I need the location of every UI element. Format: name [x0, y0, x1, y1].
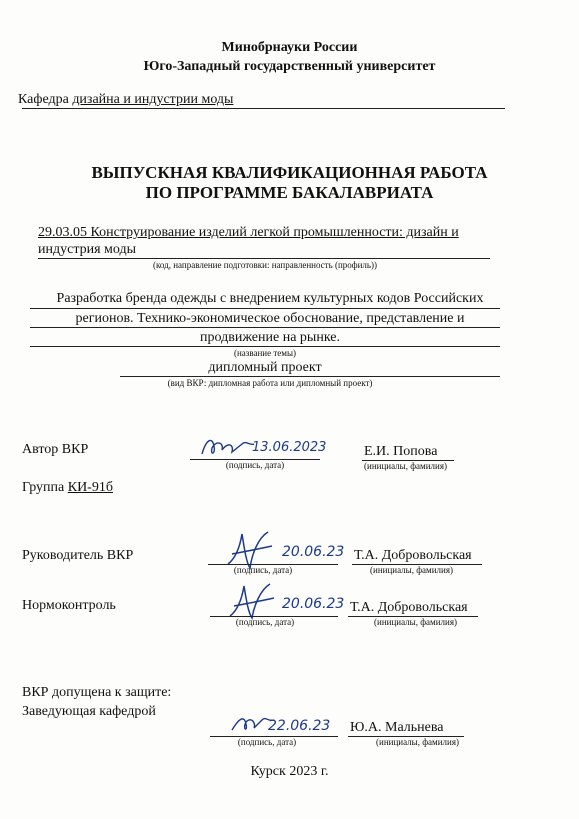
department-label: Кафедра	[18, 92, 69, 107]
direction-rule	[38, 258, 490, 259]
head-name: Ю.А. Мальнева	[350, 720, 444, 735]
supervisor-label: Руководитель ВКР	[22, 548, 134, 563]
work-type-caption: (вид ВКР: дипломная работа или дипломный проект)	[167, 378, 373, 388]
author-name-caption: (инициалы, фамилия)	[364, 461, 447, 471]
work-title-line1: ВЫПУСКНАЯ КВАЛИФИКАЦИОННАЯ РАБОТА	[91, 163, 488, 182]
topic-line3: продвижение на рынке.	[200, 330, 340, 345]
work-type-value: дипломный проект	[208, 360, 322, 375]
head-sign-caption: (подпись, дата)	[237, 737, 297, 747]
group-value: КИ-91б	[67, 480, 113, 495]
author-sign-caption: (подпись, дата)	[225, 460, 285, 470]
topic-rule1	[30, 308, 500, 309]
direction-line1: 29.03.05 Конструирование изделий легкой промышленности: дизайн и	[38, 225, 459, 240]
admission-line2: Заведующая кафедрой	[22, 704, 156, 719]
department-line	[18, 92, 233, 108]
work-title-line2: ПО ПРОГРАММЕ БАКАЛАВРИАТА	[145, 183, 434, 202]
work-type-rule	[120, 376, 500, 377]
supervisor-sign-caption: (подпись, дата)	[233, 565, 293, 575]
topic-rule3	[30, 346, 500, 347]
normcontrol-label: Нормоконтроль	[22, 598, 116, 613]
normcontrol-sign-date: 20.06.23	[282, 596, 345, 612]
supervisor-name-caption: (инициалы, фамилия)	[370, 565, 453, 575]
group-label: Группа	[22, 480, 65, 495]
head-sign-date: 22.06.23	[268, 718, 331, 734]
topic-caption: (название темы)	[233, 348, 297, 358]
topic-rule2	[30, 327, 500, 328]
direction-caption: (код, направление подготовки: направленность (профиль))	[152, 260, 378, 270]
admission-line1: ВКР допущена к защите:	[22, 685, 172, 700]
supervisor-name: Т.А. Добровольская	[354, 548, 472, 563]
author-label: Автор ВКР	[22, 442, 89, 457]
direction-line2: индустрия моды	[38, 242, 137, 257]
supervisor-sign-date: 20.06.23	[282, 544, 345, 560]
city-year: Курск 2023 г.	[250, 764, 329, 779]
university-name: Юго-Западный государственный университет	[143, 59, 436, 74]
group-line	[22, 480, 113, 496]
author-sign-date: 13.06.2023	[252, 440, 327, 455]
department-rule	[22, 108, 505, 109]
ministry-name: Минобрнауки России	[221, 40, 358, 55]
head-name-caption: (инициалы, фамилия)	[376, 737, 459, 747]
topic-line2: регионов. Технико-экономическое обоснование, представление и	[75, 311, 465, 326]
normcontrol-name-caption: (инициалы, фамилия)	[374, 617, 457, 627]
normcontrol-name: Т.А. Добровольская	[350, 600, 468, 615]
author-name: Е.И. Попова	[364, 444, 438, 459]
department-name: дизайна и индустрии моды	[72, 92, 234, 107]
topic-line1: Разработка бренда одежды с внедрением культурных кодов Российских	[56, 291, 484, 306]
normcontrol-sign-caption: (подпись, дата)	[235, 617, 295, 627]
author-signature-mark	[198, 432, 258, 460]
